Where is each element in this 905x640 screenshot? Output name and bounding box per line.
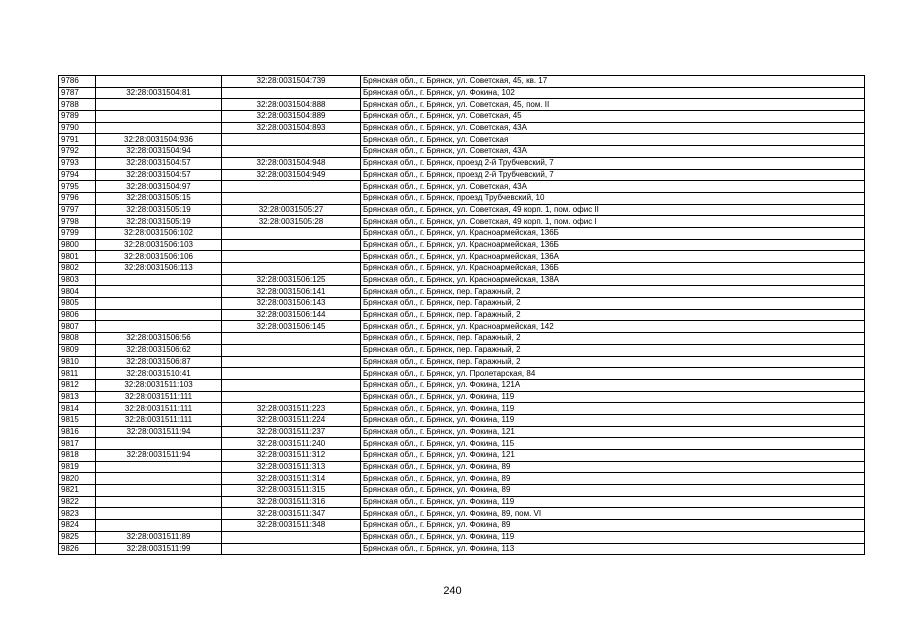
object-number-cell: 32:28:0031504:949 [222, 169, 361, 181]
object-number-cell: 32:28:0031511:223 [222, 403, 361, 415]
parcel-number-cell: 32:28:0031511:99 [96, 543, 222, 555]
parcel-number-cell [96, 99, 222, 111]
object-number-cell [222, 146, 361, 158]
table-row [59, 157, 865, 169]
object-number-cell [222, 344, 361, 356]
object-number-cell: 32:28:0031504:948 [222, 157, 361, 169]
table-row [59, 122, 865, 134]
address-cell: Брянская обл., г. Брянск, пер. Гаражный, 2 [361, 333, 865, 345]
parcel-number-cell [96, 274, 222, 286]
table-row [59, 391, 865, 403]
row-number-cell: 9818 [59, 450, 96, 462]
parcel-number-cell [96, 298, 222, 310]
row-number-cell: 9796 [59, 192, 96, 204]
row-number-cell: 9790 [59, 122, 96, 134]
table-row [59, 263, 865, 275]
address-cell: Брянская обл., г. Брянск, ул. Фокина, 119 [361, 403, 865, 415]
table-row [59, 134, 865, 146]
table-row [59, 146, 865, 158]
row-number-cell: 9822 [59, 496, 96, 508]
row-number-cell: 9792 [59, 146, 96, 158]
object-number-cell [222, 239, 361, 251]
parcel-number-cell: 32:28:0031511:111 [96, 414, 222, 426]
address-cell: Брянская обл., г. Брянск, ул. Фокина, 89, пом. VI [361, 508, 865, 520]
object-number-cell [222, 263, 361, 275]
parcel-number-cell [96, 309, 222, 321]
parcel-number-cell: 32:28:0031505:19 [96, 216, 222, 228]
address-cell: Брянская обл., г. Брянск, пер. Гаражный, 2 [361, 344, 865, 356]
table-row [59, 461, 865, 473]
object-number-cell: 32:28:0031511:237 [222, 426, 361, 438]
object-number-cell [222, 333, 361, 345]
parcel-number-cell [96, 461, 222, 473]
parcel-number-cell: 32:28:0031510:41 [96, 368, 222, 380]
cadastral-table-body [59, 76, 865, 555]
parcel-number-cell: 32:28:0031511:89 [96, 531, 222, 543]
address-cell: Брянская обл., г. Брянск, ул. Красноармейская, 138А [361, 274, 865, 286]
row-number-cell: 9804 [59, 286, 96, 298]
object-number-cell [222, 543, 361, 555]
table-row [59, 368, 865, 380]
object-number-cell: 32:28:0031511:240 [222, 438, 361, 450]
object-number-cell [222, 192, 361, 204]
address-cell: Брянская обл., г. Брянск, ул. Советская [361, 134, 865, 146]
address-cell: Брянская обл., г. Брянск, ул. Красноармейская, 136А [361, 251, 865, 263]
row-number-cell: 9802 [59, 263, 96, 275]
address-cell: Брянская обл., г. Брянск, ул. Красноармейская, 142 [361, 321, 865, 333]
parcel-number-cell: 32:28:0031504:57 [96, 157, 222, 169]
row-number-cell: 9799 [59, 227, 96, 239]
row-number-cell: 9820 [59, 473, 96, 485]
parcel-number-cell: 32:28:0031506:56 [96, 333, 222, 345]
address-cell: Брянская обл., г. Брянск, ул. Советская, 45 [361, 111, 865, 123]
row-number-cell: 9800 [59, 239, 96, 251]
parcel-number-cell: 32:28:0031504:936 [96, 134, 222, 146]
address-cell: Брянская обл., г. Брянск, ул. Фокина, 119 [361, 414, 865, 426]
object-number-cell: 32:28:0031511:314 [222, 473, 361, 485]
parcel-number-cell [96, 111, 222, 123]
table-row [59, 543, 865, 555]
table-row [59, 426, 865, 438]
row-number-cell: 9813 [59, 391, 96, 403]
table-row [59, 531, 865, 543]
table-row [59, 403, 865, 415]
object-number-cell [222, 379, 361, 391]
table-row [59, 309, 865, 321]
row-number-cell: 9815 [59, 414, 96, 426]
row-number-cell: 9819 [59, 461, 96, 473]
address-cell: Брянская обл., г. Брянск, ул. Фокина, 121 [361, 426, 865, 438]
table-row [59, 286, 865, 298]
object-number-cell: 32:28:0031505:28 [222, 216, 361, 228]
table-row [59, 87, 865, 99]
row-number-cell: 9808 [59, 333, 96, 345]
parcel-number-cell [96, 508, 222, 520]
table-row [59, 344, 865, 356]
address-cell: Брянская обл., г. Брянск, пер. Гаражный, 2 [361, 309, 865, 321]
parcel-number-cell: 32:28:0031505:15 [96, 192, 222, 204]
parcel-number-cell: 32:28:0031506:102 [96, 227, 222, 239]
row-number-cell: 9826 [59, 543, 96, 555]
table-row [59, 496, 865, 508]
address-cell: Брянская обл., г. Брянск, ул. Фокина, 121 [361, 450, 865, 462]
parcel-number-cell: 32:28:0031511:111 [96, 403, 222, 415]
table-row [59, 414, 865, 426]
table-row [59, 251, 865, 263]
address-cell: Брянская обл., г. Брянск, ул. Фокина, 89 [361, 473, 865, 485]
parcel-number-cell [96, 520, 222, 532]
parcel-number-cell: 32:28:0031506:113 [96, 263, 222, 275]
row-number-cell: 9811 [59, 368, 96, 380]
table-row [59, 321, 865, 333]
address-cell: Брянская обл., г. Брянск, проезд 2-й Трубчевский, 7 [361, 157, 865, 169]
address-cell: Брянская обл., г. Брянск, ул. Фокина, 119 [361, 531, 865, 543]
address-cell: Брянская обл., г. Брянск, ул. Советская, 43А [361, 181, 865, 193]
object-number-cell [222, 251, 361, 263]
address-cell: Брянская обл., г. Брянск, пер. Гаражный, 2 [361, 298, 865, 310]
parcel-number-cell: 32:28:0031511:94 [96, 450, 222, 462]
address-cell: Брянская обл., г. Брянск, проезд Трубчевский, 10 [361, 192, 865, 204]
object-number-cell [222, 227, 361, 239]
row-number-cell: 9797 [59, 204, 96, 216]
table-row [59, 169, 865, 181]
page-number: 240 [443, 585, 462, 597]
address-cell: Брянская обл., г. Брянск, ул. Фокина, 121А [361, 379, 865, 391]
row-number-cell: 9809 [59, 344, 96, 356]
row-number-cell: 9795 [59, 181, 96, 193]
row-number-cell: 9821 [59, 485, 96, 497]
table-row [59, 438, 865, 450]
table-row [59, 356, 865, 368]
table-row [59, 450, 865, 462]
row-number-cell: 9817 [59, 438, 96, 450]
parcel-number-cell: 32:28:0031504:94 [96, 146, 222, 158]
parcel-number-cell: 32:28:0031511:94 [96, 426, 222, 438]
row-number-cell: 9801 [59, 251, 96, 263]
object-number-cell: 32:28:0031511:313 [222, 461, 361, 473]
address-cell: Брянская обл., г. Брянск, ул. Фокина, 113 [361, 543, 865, 555]
object-number-cell: 32:28:0031505:27 [222, 204, 361, 216]
row-number-cell: 9786 [59, 76, 96, 88]
row-number-cell: 9825 [59, 531, 96, 543]
row-number-cell: 9805 [59, 298, 96, 310]
parcel-number-cell [96, 473, 222, 485]
parcel-number-cell: 32:28:0031511:111 [96, 391, 222, 403]
row-number-cell: 9794 [59, 169, 96, 181]
object-number-cell: 32:28:0031506:145 [222, 321, 361, 333]
row-number-cell: 9791 [59, 134, 96, 146]
object-number-cell: 32:28:0031506:141 [222, 286, 361, 298]
parcel-number-cell [96, 76, 222, 88]
object-number-cell [222, 368, 361, 380]
address-cell: Брянская обл., г. Брянск, ул. Красноармейская, 136Б [361, 227, 865, 239]
parcel-number-cell [96, 286, 222, 298]
parcel-number-cell [96, 122, 222, 134]
row-number-cell: 9787 [59, 87, 96, 99]
row-number-cell: 9806 [59, 309, 96, 321]
parcel-number-cell [96, 321, 222, 333]
object-number-cell: 32:28:0031504:893 [222, 122, 361, 134]
table-row [59, 473, 865, 485]
parcel-number-cell: 32:28:0031506:87 [96, 356, 222, 368]
table-row [59, 111, 865, 123]
row-number-cell: 9807 [59, 321, 96, 333]
object-number-cell: 32:28:0031511:312 [222, 450, 361, 462]
object-number-cell: 32:28:0031511:315 [222, 485, 361, 497]
address-cell: Брянская обл., г. Брянск, ул. Фокина, 119 [361, 496, 865, 508]
address-cell: Брянская обл., г. Брянск, ул. Советская, 45, кв. 17 [361, 76, 865, 88]
address-cell: Брянская обл., г. Брянск, ул. Советская, 43А [361, 146, 865, 158]
parcel-number-cell: 32:28:0031511:103 [96, 379, 222, 391]
row-number-cell: 9789 [59, 111, 96, 123]
parcel-number-cell: 32:28:0031504:81 [96, 87, 222, 99]
object-number-cell [222, 391, 361, 403]
parcel-number-cell: 32:28:0031506:62 [96, 344, 222, 356]
parcel-number-cell [96, 438, 222, 450]
row-number-cell: 9810 [59, 356, 96, 368]
row-number-cell: 9823 [59, 508, 96, 520]
table-row [59, 520, 865, 532]
table-row [59, 333, 865, 345]
row-number-cell: 9803 [59, 274, 96, 286]
table-row [59, 508, 865, 520]
parcel-number-cell [96, 496, 222, 508]
address-cell: Брянская обл., г. Брянск, пер. Гаражный, 2 [361, 286, 865, 298]
table-row [59, 298, 865, 310]
object-number-cell: 32:28:0031506:144 [222, 309, 361, 321]
address-cell: Брянская обл., г. Брянск, пер. Гаражный, 2 [361, 356, 865, 368]
table-row [59, 485, 865, 497]
table-row [59, 99, 865, 111]
table-row [59, 76, 865, 88]
object-number-cell [222, 356, 361, 368]
table-row [59, 227, 865, 239]
table-row [59, 216, 865, 228]
row-number-cell: 9793 [59, 157, 96, 169]
table-row [59, 274, 865, 286]
object-number-cell: 32:28:0031504:739 [222, 76, 361, 88]
address-cell: Брянская обл., г. Брянск, проезд 2-й Трубчевский, 7 [361, 169, 865, 181]
address-cell: Брянская обл., г. Брянск, ул. Советская, 49 корп. 1, пом. офис I [361, 216, 865, 228]
object-number-cell: 32:28:0031504:889 [222, 111, 361, 123]
table-row [59, 379, 865, 391]
table-row [59, 181, 865, 193]
parcel-number-cell [96, 485, 222, 497]
address-cell: Брянская обл., г. Брянск, ул. Советская, 49 корп. 1, пом. офис II [361, 204, 865, 216]
object-number-cell: 32:28:0031511:347 [222, 508, 361, 520]
parcel-number-cell: 32:28:0031506:103 [96, 239, 222, 251]
parcel-number-cell: 32:28:0031505:19 [96, 204, 222, 216]
object-number-cell: 32:28:0031506:143 [222, 298, 361, 310]
table-row [59, 204, 865, 216]
object-number-cell: 32:28:0031506:125 [222, 274, 361, 286]
table-row [59, 192, 865, 204]
object-number-cell: 32:28:0031511:348 [222, 520, 361, 532]
object-number-cell [222, 181, 361, 193]
address-cell: Брянская обл., г. Брянск, ул. Советская, 43А [361, 122, 865, 134]
address-cell: Брянская обл., г. Брянск, ул. Фокина, 89 [361, 520, 865, 532]
object-number-cell: 32:28:0031511:316 [222, 496, 361, 508]
parcel-number-cell: 32:28:0031504:57 [96, 169, 222, 181]
address-cell: Брянская обл., г. Брянск, ул. Красноармейская, 136Б [361, 239, 865, 251]
row-number-cell: 9788 [59, 99, 96, 111]
parcel-number-cell: 32:28:0031506:106 [96, 251, 222, 263]
parcel-number-cell: 32:28:0031504:97 [96, 181, 222, 193]
address-cell: Брянская обл., г. Брянск, ул. Фокина, 89 [361, 461, 865, 473]
address-cell: Брянская обл., г. Брянск, ул. Фокина, 115 [361, 438, 865, 450]
row-number-cell: 9814 [59, 403, 96, 415]
row-number-cell: 9816 [59, 426, 96, 438]
object-number-cell: 32:28:0031511:224 [222, 414, 361, 426]
address-cell: Брянская обл., г. Брянск, ул. Пролетарская, 84 [361, 368, 865, 380]
object-number-cell [222, 531, 361, 543]
row-number-cell: 9824 [59, 520, 96, 532]
address-cell: Брянская обл., г. Брянск, ул. Фокина, 89 [361, 485, 865, 497]
address-cell: Брянская обл., г. Брянск, ул. Красноармейская, 136Б [361, 263, 865, 275]
table-row [59, 239, 865, 251]
address-cell: Брянская обл., г. Брянск, ул. Советская, 45, пом. II [361, 99, 865, 111]
object-number-cell: 32:28:0031504:888 [222, 99, 361, 111]
object-number-cell [222, 134, 361, 146]
address-cell: Брянская обл., г. Брянск, ул. Фокина, 102 [361, 87, 865, 99]
row-number-cell: 9812 [59, 379, 96, 391]
row-number-cell: 9798 [59, 216, 96, 228]
address-cell: Брянская обл., г. Брянск, ул. Фокина, 119 [361, 391, 865, 403]
object-number-cell [222, 87, 361, 99]
cadastral-table [58, 75, 865, 555]
